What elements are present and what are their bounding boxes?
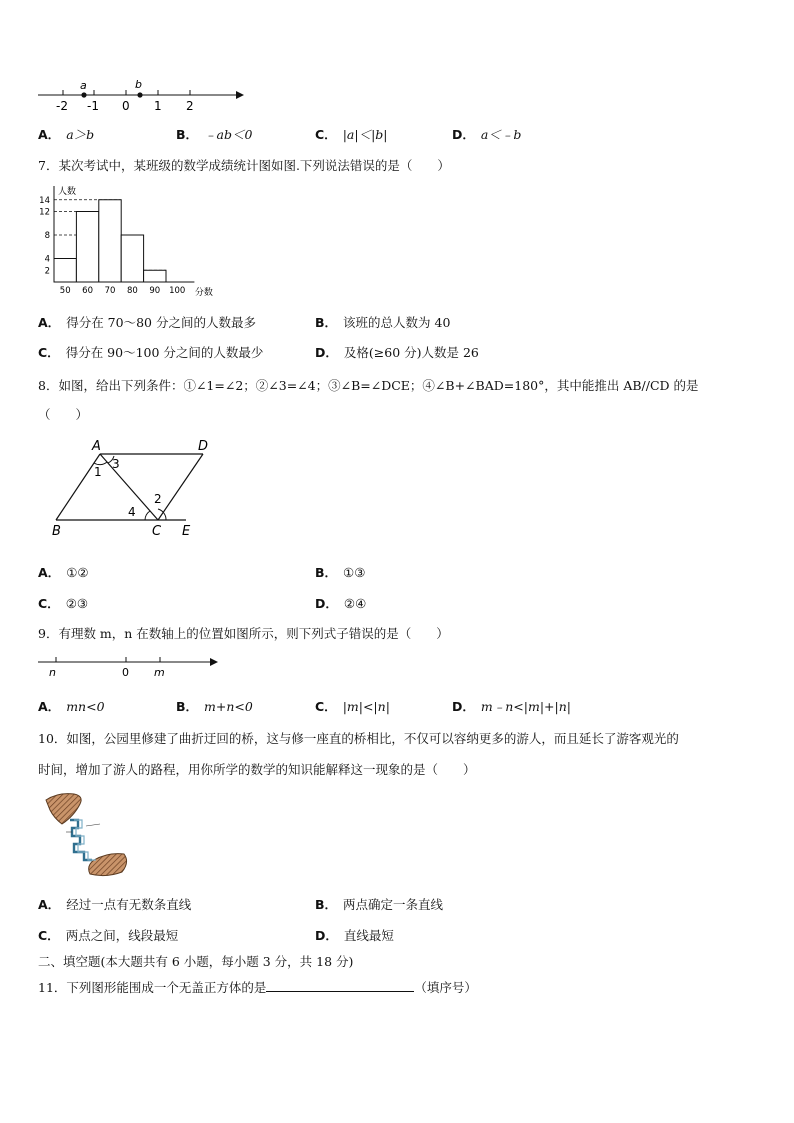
q8-option-a: A． ①② — [38, 565, 89, 580]
x-tick-label: 60 — [82, 286, 94, 296]
q6-number-line — [36, 78, 246, 114]
q7-histogram — [36, 184, 226, 300]
q6-tick-label: -2 — [56, 99, 68, 113]
histogram-bar — [144, 270, 166, 282]
q8-option-d: D． ②④ — [315, 596, 367, 611]
q11-text: 11．下列图形能围成一个无盖正方体的是 — [38, 980, 267, 995]
histogram-bar — [99, 200, 121, 282]
q8-option-c: C． ②③ — [38, 596, 89, 611]
q7-stem: 7．某次考试中，某班级的数学成绩统计图如图.下列说法错误的是（ ） — [38, 158, 450, 173]
q8-parallelogram-figure — [48, 436, 228, 542]
q8-stem-line2: （ ） — [38, 407, 89, 422]
y-tick-label: 12 — [39, 207, 50, 218]
q9-label-m: m — [154, 666, 165, 679]
y-axis-title: 人数 — [58, 187, 77, 197]
q8-angle-3: 3 — [112, 457, 120, 471]
q9-label-0: 0 — [122, 666, 129, 679]
q6-tick-label: 0 — [122, 99, 130, 113]
q6-option-c: C． |a|＜|b| — [315, 127, 388, 142]
q7-option-b: B． 该班的总人数为 40 — [315, 315, 451, 330]
q8-stem-line1: 8．如图，给出下列条件：①∠1=∠2；②∠3=∠4；③∠B=∠DCE；④∠B+∠BAD=180°，其中能推出 AB//CD 的是 — [38, 378, 699, 393]
q6-tick-label: 2 — [186, 99, 194, 113]
histogram-bar — [76, 212, 98, 283]
q10-option-a: A． 经过一点有无数条直线 — [38, 897, 192, 912]
q9-option-d: D． m﹣n<|m|+|n| — [452, 699, 571, 714]
q8-angle-1: 1 — [94, 465, 102, 479]
section-2-heading: 二、填空题(本大题共有 6 小题，每小题 3 分，共 18 分) — [38, 954, 354, 969]
y-tick-label: 2 — [44, 266, 50, 277]
q6-option-a: A． a＞b — [38, 127, 95, 142]
q9-number-line — [36, 652, 220, 680]
y-tick-label: 14 — [39, 195, 50, 206]
q9-option-a: A． mn<0 — [38, 699, 105, 714]
q9-option-c: C． |m|<|n| — [315, 699, 390, 714]
x-tick-label: 100 — [169, 286, 186, 296]
q8-option-b: B． ①③ — [315, 565, 366, 580]
q8-label-e: E — [182, 524, 191, 539]
histogram-bar — [54, 259, 76, 283]
q10-option-b: B． 两点确定一条直线 — [315, 897, 444, 912]
q6-point-a: a — [80, 79, 87, 92]
histogram-bar — [121, 235, 143, 282]
q10-option-c: C． 两点之间，线段最短 — [38, 928, 179, 943]
q8-label-b: B — [52, 524, 61, 539]
x-axis-title: 分数 — [194, 288, 213, 298]
x-tick-label: 70 — [104, 286, 116, 296]
q10-stem-line2: 时间，增加了游人的路程，用你所学的数学的知识能解释这一现象的是（ ） — [38, 762, 476, 777]
q10-stem-line1: 10．如图，公园里修建了曲折迂回的桥，这与修一座直的桥相比，不仅可以容纳更多的游人，而且延长了游客观光的 — [38, 731, 679, 746]
x-tick-label: 80 — [126, 286, 138, 296]
q8-angle-4: 4 — [128, 505, 136, 519]
q8-angle-2: 2 — [154, 492, 162, 506]
q11-answer-blank[interactable] — [266, 979, 414, 992]
y-tick-label: 4 — [44, 254, 50, 265]
q8-label-a: A — [92, 439, 101, 454]
q11-suffix: （填序号） — [414, 980, 477, 995]
q11-stem — [38, 978, 477, 996]
q7-option-d: D． 及格(≥60 分)人数是 26 — [315, 345, 479, 360]
x-tick-label: 90 — [149, 286, 161, 296]
q9-stem: 9．有理数 m，n 在数轴上的位置如图所示，则下列式子错误的是（ ） — [38, 626, 449, 641]
q6-option-b: B． ﹣ab＜0 — [176, 127, 253, 142]
q9-label-n: n — [49, 666, 56, 679]
q6-tick-label: -1 — [87, 99, 99, 113]
q10-zigzag-bridge-image — [44, 790, 130, 880]
q8-label-d: D — [198, 439, 209, 454]
q6-option-d: D． a＜﹣b — [452, 127, 522, 142]
q10-option-d: D． 直线最短 — [315, 928, 394, 943]
q7-option-a: A． 得分在 70～80 分之间的人数最多 — [38, 315, 256, 330]
q6-tick-label: 1 — [154, 99, 162, 113]
q9-option-b: B． m+n<0 — [176, 699, 253, 714]
x-tick-label: 50 — [59, 286, 71, 296]
q7-option-c: C． 得分在 90～100 分之间的人数最少 — [38, 345, 264, 360]
q8-label-c: C — [152, 524, 162, 539]
q6-point-b: b — [135, 78, 142, 91]
y-tick-label: 8 — [44, 231, 50, 241]
